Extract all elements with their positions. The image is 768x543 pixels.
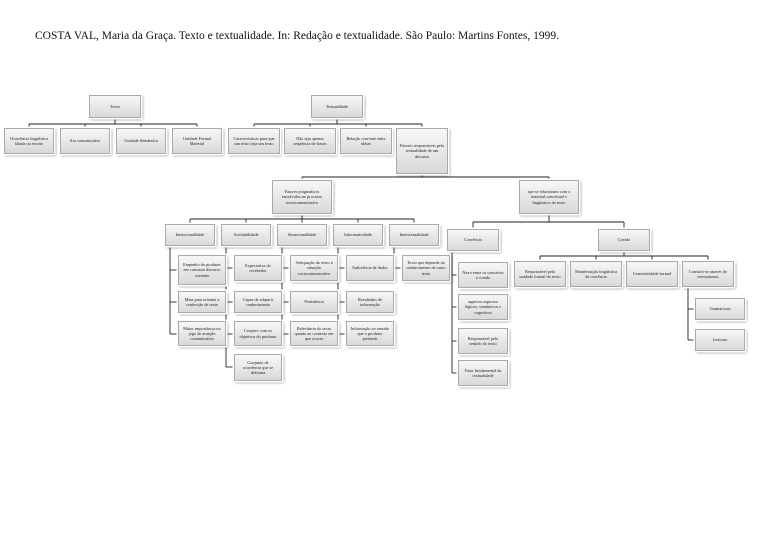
node-informatividade: Informatividade	[333, 224, 383, 246]
node-situacionalidade-item: Relevância do texto quanto ao contexto em que ocorre	[290, 321, 338, 346]
node-intencionalidade-item: Empenho do produtor em construir discurso coerente	[178, 255, 226, 285]
node-coerencia-item: Responsável pelo sentido do texto	[458, 328, 508, 354]
node-textualidade: Textualidade	[311, 95, 363, 118]
node-intertextualidade: Intertextualidade	[389, 224, 439, 246]
node-coerencia: Coerência	[447, 229, 499, 251]
node-texto-unidade-formal: Unidade Formal Material	[172, 128, 222, 154]
node-informatividade-item: Resultados de informação	[346, 291, 394, 313]
node-coesao: Coesão	[598, 229, 650, 251]
node-texto-unidade-semantica: Unidade Semântica	[116, 128, 166, 154]
node-textualidade-fatores: Fatores responsáveis pela textualidade de um discurso	[396, 128, 448, 174]
node-material-conceitual: que se relacionam com o material conceitual e lingüístico do texto	[519, 180, 579, 214]
node-textualidade-sequencia: Não seja apenas sequência de frases	[284, 128, 336, 154]
node-texto: Texto	[89, 95, 141, 118]
node-aceitabilidade-item: Capaz de adquirir conhecimento	[234, 291, 282, 313]
node-texto-ato-comunicativo: Ato comunicativo	[60, 128, 110, 154]
node-aceitabilidade-item: Conjunto de ocorrência que se defronta	[234, 354, 282, 381]
node-coesao-item: Consistividade textual	[626, 261, 678, 287]
node-textualidade-relacao: Relação coerente entre idéias	[340, 128, 392, 154]
node-fatores-pragmaticos: Fatores pragmáticos envolvidos no processo sociocomunicativo	[272, 180, 332, 214]
node-aceitabilidade: Aceitabilidade	[221, 224, 271, 246]
node-aceitabilidade-item: Expectativa do recebedor	[234, 255, 282, 281]
node-mecanismo-gramaticais: Gramaticais	[695, 298, 745, 320]
node-coerencia-item: aspectos aspectos lógicos, semânticos e cognitivos	[458, 294, 508, 320]
node-coesao-item: Responsável pela unidade formal do texto	[514, 261, 566, 287]
node-intencionalidade-item: Meta para orientar a confecção de texto	[178, 291, 226, 313]
node-textualidade-caracteristicas: Características para que um texto seja um texto	[228, 128, 280, 154]
node-situacionalidade-item: Pertinência	[290, 291, 338, 313]
node-situacionalidade: Situacionalidade	[277, 224, 327, 246]
node-mecanismo-lexicais: Lexicais	[695, 329, 745, 351]
node-coerencia-item: Nexo entre os conceitos a coesão	[458, 262, 508, 288]
node-intencionalidade-item: Maior importância no jogo de atuação comunicativa	[178, 321, 226, 346]
node-intertextualidade-item: Texto que depende do conhecimento de outro texto	[402, 255, 450, 281]
node-situacionalidade-item: Adequação do texto à situação sociocomunicativa	[290, 255, 338, 281]
node-intencionalidade: Intencionalidade	[165, 224, 215, 246]
node-informatividade-item: Informação ao sentido que o produtor pretende	[346, 321, 394, 346]
node-coerencia-item: Fator fundamental da textualidade	[458, 360, 508, 386]
node-coesao-item: Constrói-se através de mecanismos	[682, 261, 734, 287]
node-texto-ocorrencia: Ocorrência lingüística falada ou escrita	[4, 128, 54, 154]
node-coesao-item: Manifestação lingüística da coerência	[570, 261, 622, 287]
bibliographic-reference: COSTA VAL, Maria da Graça. Texto e textualidade. In: Redação e textualidade. São Paulo: Martins Fontes, 1999.	[35, 30, 559, 42]
node-aceitabilidade-item: Coopere com os objetivos do produtor	[234, 321, 282, 346]
node-informatividade-item: Suficiência de dados	[346, 255, 394, 281]
